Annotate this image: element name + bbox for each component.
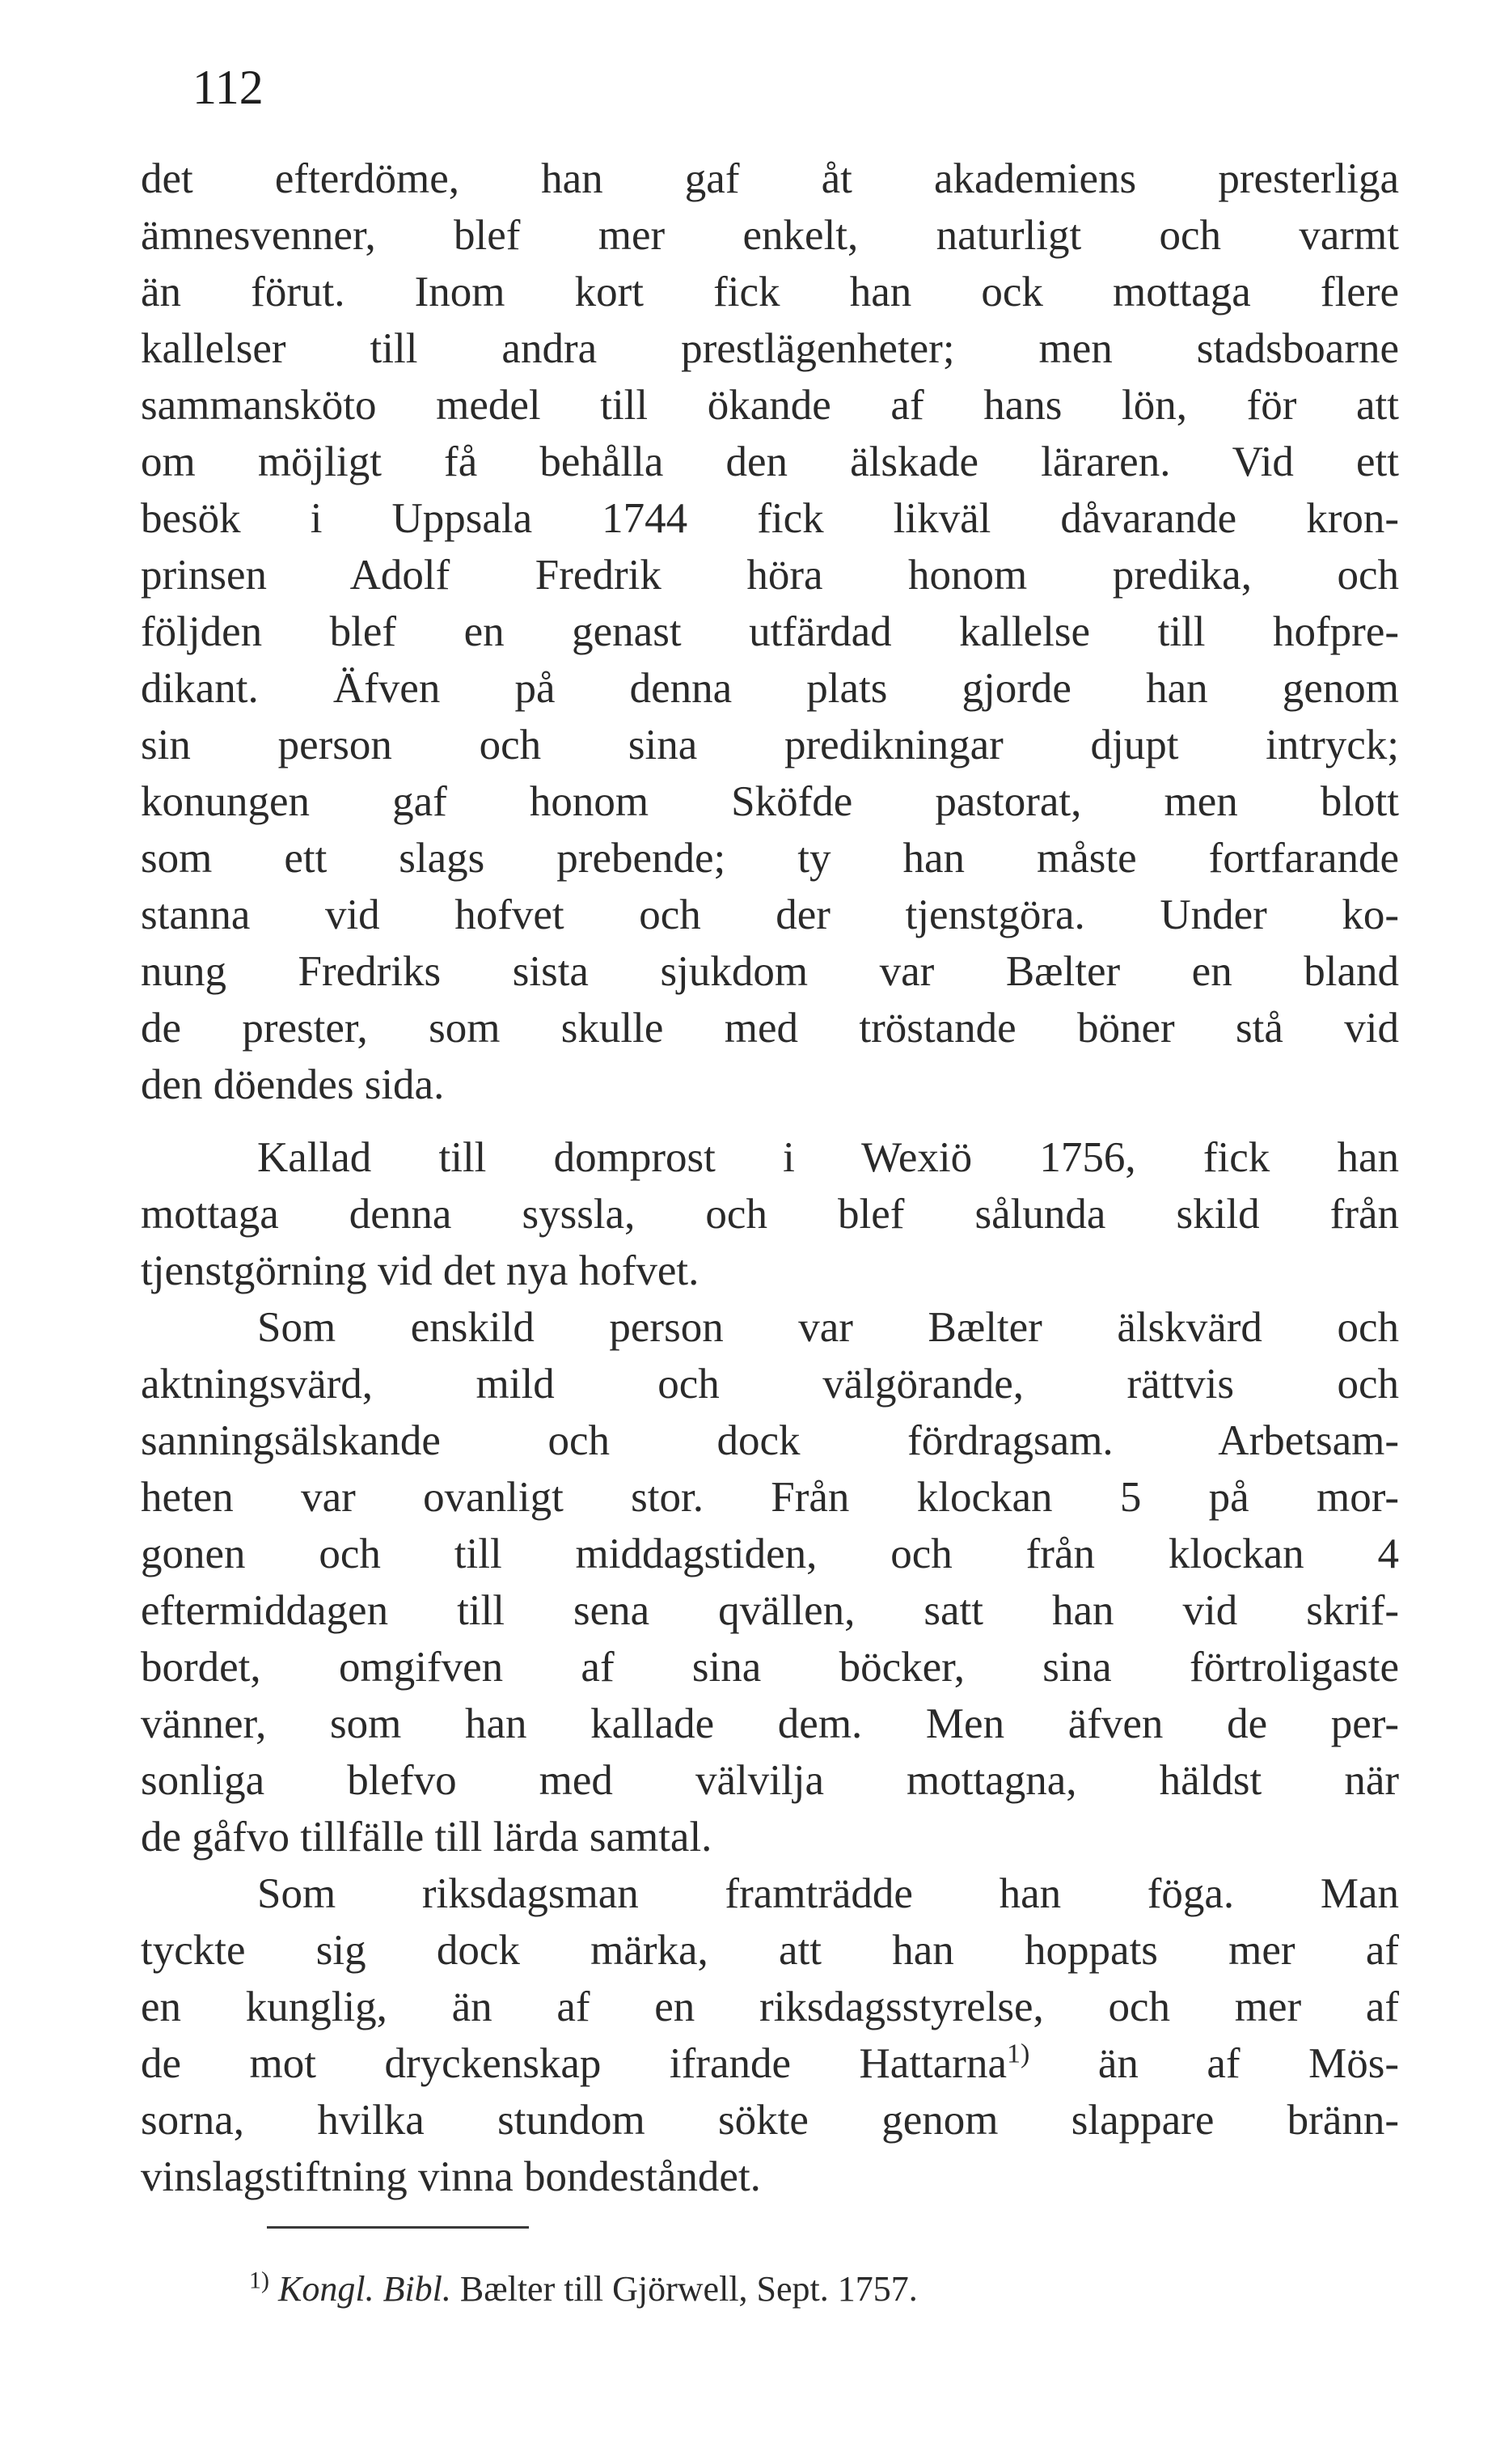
text-line: sammansköto medel till ökande af hans lön, för att: [141, 382, 1399, 429]
footnote: [249, 2265, 918, 2314]
text-line: mottaga denna syssla, och blef sålunda skild från: [141, 1191, 1399, 1238]
footnote-text: Bælter till Gjörwell, Sept. 1757.: [450, 2269, 918, 2309]
text-line: tyckte sig dock märka, att han hoppats mer af: [141, 1927, 1399, 1974]
text-line: kallelser till andra prestlägenheter; men stadsboarne: [141, 325, 1399, 372]
text-line: sonliga blefvo med välvilja mottagna, häldst när: [141, 1757, 1399, 1804]
text-line: dikant. Äfven på denna plats gjorde han genom: [141, 665, 1399, 712]
text-line: tjenstgörning vid det nya hofvet.: [141, 1247, 700, 1294]
text-line: prinsen Adolf Fredrik höra honom predika, och: [141, 552, 1399, 599]
text-line-with-footnote-ref: [141, 2035, 1399, 2092]
text-line: Kallad till domprost i Wexiö 1756, fick han: [257, 1134, 1399, 1181]
text-line: de prester, som skulle med tröstande böner stå vid: [141, 1005, 1399, 1052]
text-line: sanningsälskande och dock fördragsam. Arbetsam-: [141, 1417, 1399, 1464]
text-line: en kunglig, än af en riksdagsstyrelse, och mer af: [141, 1983, 1399, 2030]
footnote-marker: 1): [249, 2267, 269, 2294]
text-line: heten var ovanligt stor. Från klockan 5 på mor-: [141, 1474, 1399, 1521]
text-segment: än af Mös-: [1029, 2040, 1399, 2087]
footnote-ref[interactable]: 1): [1006, 2039, 1030, 2069]
text-line: följden blef en genast utfärdad kallelse till hofpre-: [141, 608, 1399, 655]
text-line: aktningsvärd, mild och välgörande, rättvis och: [141, 1361, 1399, 1408]
text-line: vänner, som han kallade dem. Men äfven de per-: [141, 1700, 1399, 1747]
text-line: vinslagstiftning vinna bondeståndet.: [141, 2153, 761, 2200]
text-line: eftermiddagen till sena qvällen, satt han vid skrif-: [141, 1587, 1399, 1634]
text-line: den döendes sida.: [141, 1061, 445, 1108]
text-line: bordet, omgifven af sina böcker, sina förtroligaste: [141, 1644, 1399, 1691]
text-line: besök i Uppsala 1744 fick likväl dåvarande kron-: [141, 495, 1399, 542]
text-line: det efterdöme, han gaf åt akademiens presterliga: [141, 155, 1399, 202]
text-line: sin person och sina predikningar djupt intryck;: [141, 722, 1399, 768]
text-line: Som enskild person var Bælter älskvärd och: [257, 1304, 1399, 1351]
footnote-divider: [267, 2226, 529, 2229]
text-segment: de mot dryckenskap ifrande Hattarna: [141, 2040, 1007, 2087]
text-line: nung Fredriks sista sjukdom var Bælter en bland: [141, 948, 1399, 995]
text-line: konungen gaf honom Sköfde pastorat, men blott: [141, 778, 1399, 825]
text-line: de gåfvo tillfälle till lärda samtal.: [141, 1814, 712, 1861]
text-line: Som riksdagsman framträdde han föga. Man: [257, 1870, 1399, 1917]
page-number: 112: [192, 61, 264, 114]
text-line: än förut. Inom kort fick han ock mottaga flere: [141, 269, 1399, 315]
text-line: sorna, hvilka stundom sökte genom slappare bränn-: [141, 2097, 1399, 2144]
text-line: stanna vid hofvet och der tjenstgöra. Under ko-: [141, 891, 1399, 938]
text-line: om möjligt få behålla den älskade läraren. Vid ett: [141, 438, 1399, 485]
text-line: gonen och till middagstiden, och från klockan 4: [141, 1530, 1399, 1577]
footnote-source: Kongl. Bibl.: [278, 2269, 451, 2309]
text-line: ämnesvenner, blef mer enkelt, naturligt och varmt: [141, 212, 1399, 259]
text-line: som ett slags prebende; ty han måste fortfarande: [141, 835, 1399, 882]
